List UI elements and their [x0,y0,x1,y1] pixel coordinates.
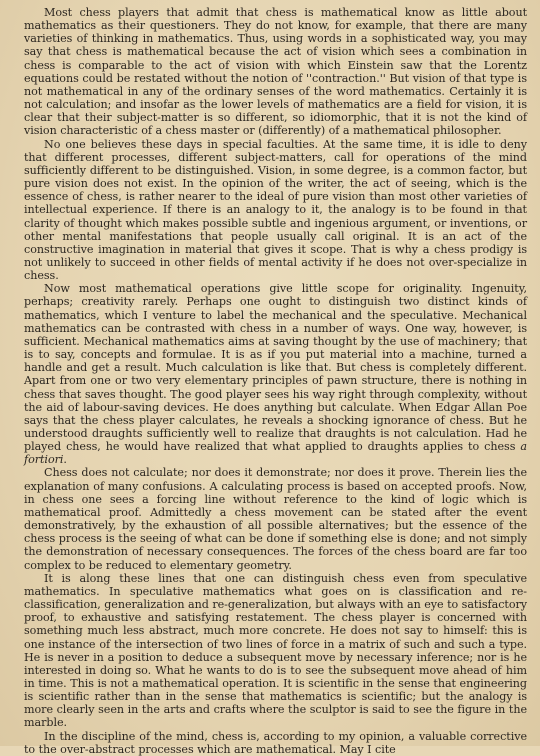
paragraph-3-text: Now most mathematical operations give little scope for originality. Ingenuity, perhaps; creativity rarely. Perhaps one ought to distinguish two distinct kinds of mathematics, which I venture to label the mechanical and the speculative. Mechanical mathematics can be contrasted with chess in a number of ways. One way, however, is sufficient. Mechanical mathematics aims at saving thought by the use of machinery; that is to say, concepts and formulae. It is as if you put material into a machine, turned a handle and get a result. Much calculation is like that. But chess is completely different. Apart from one or two very elementary principles of pawn structure, there is nothing in chess that saves thought. The good player sees his way right through complexity, without the aid of labour-saving devices. He does anything but calculate. When Edgar Allan Poe says that the chess player calculates, he reveals a shocking ignorance of chess. But he understood draughts sufficiently well to realize that draughts is not calculation. Had he played chess, he would have realized that what applied to draughts applies to chess [24,282,527,454]
italic-phrase-suffix: . [63,453,67,467]
paragraph-4: Chess does not calculate; nor does it demonstrate; nor does it prove. Therein lies the explanation of many confusions. A calculating process is based on accepted proofs. Now, in chess one sees a forcing line without reference to the kind of logic which is mathematical proof. Admittedly a chess movement can be stated after the event demonstratively, by the exhaustion of all possible alternatives; but the essence of the chess process is the seeing of what can be done if something else is done; and not simply the demonstration of necessary consequences. The forces of the chess board are far too complex to be reduced to elementary geometry. [24,466,527,572]
paragraph-1: Most chess players that admit that chess is mathematical know as little about mathematics as their questioners. They do not know, for example, that there are many varieties of thinking in mathematics. Thus, using words in a sophisticated way, you may say that chess is mathematical because the act of vision which sees a combination in chess is comparable to the act of vision with which Einstein saw that the Lorentz equations could be restated without the notion of ''contraction.'' But vision of that type is not mathematical in any of the ordinary senses of the word mathematics. Certainly it is not calculation; and insofar as the lower levels of mathematics are a field for vision, it is clear that their subject-matter is so different, so idiomorphic, that it is not the kind of vision characteristic of a chess master or (differently) of a mathematical philosopher. [24,6,527,138]
paragraph-3 [24,282,527,466]
paragraph-2: No one believes these days in special faculties. At the same time, it is idle to deny that different processes, different subject-matters, call for operations of the mind sufficiently different to be distinguished. Vision, in some degree, is a common factor, but pure vision does not exist. In the opinion of the writer, the act of seeing, which is the essence of chess, is rather nearer to the ideal of pure vision than most other varieties of intellectual experience. If there is an analogy to it, the analogy is to be found in that clarity of thought which makes possible subtle and ingenious argument, or inventions, or other mental manifestations that people usually call original. It is an act of the constructive imagination in material that gives it scope. That is why a chess prodigy is not unlikely to succeed in other fields of mental activity if he does not over-specialize in chess. [24,137,527,283]
paragraph-6: In the discipline of the mind, chess is, according to my opinion, a valuable corrective to the over-abstract processes which are mathematical. May I cite [24,729,527,756]
body-text [24,6,527,756]
italic-phrase: a fortiori [24,440,527,467]
paragraph-5: It is along these lines that one can distinguish chess even from speculative mathematics. In speculative mathematics what goes on is classification and re-classification, generalization and re-generalization, but always with an eye to satisfactory proof, to exhaustive and satisfying restatement. The chess player is concerned with something much less abstract, much more concrete. He does not say to himself: this is one instance of the intersection of two lines of force in a matrix of such and such a type. He is never in a position to deduce a subsequent move by necessary inference; nor is he interested in doing so. What he wants to do is to see the subsequent move ahead of him in time. This is not a mathematical operation. It is scientific in the sense that engineering is scientific rather than in the sense that mathematics is scientific; but the analogy is more clearly seen in the arts and crafts where the sculptor is said to see the figure in the marble. [24,571,527,730]
